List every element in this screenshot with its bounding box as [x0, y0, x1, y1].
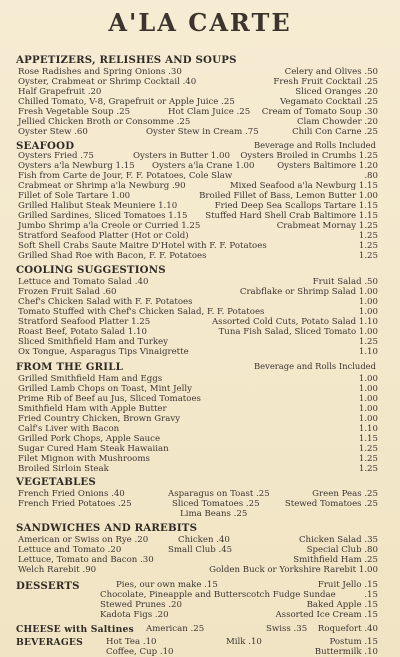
- beverage-rolls-note: Beverage and Rolls Included: [254, 361, 376, 371]
- menu-title: A'LA CARTE: [108, 8, 292, 37]
- section-cooling: COOLING SUGGESTIONS: [16, 264, 166, 276]
- section-appetizers: APPETIZERS, RELISHES AND SOUPS: [16, 54, 237, 66]
- section-vegetables: VEGETABLES: [16, 476, 96, 488]
- section-beverages: BEVERAGES: [16, 637, 83, 648]
- menu-page: A'LA CARTE APPETIZERS, RELISHES AND SOUPS Rose Radishes and Spring Onions .30 Celery and Olives .50 Oyster, Crabmeat or Shrimp Cocktail .40 Fresh Fruit Cocktail .25 Half Grapefruit .20 Sliced Oranges .20 Chilled Tomato, V-8, Grapefruit or Apple Juice .25 Vegamato Cocktail .25 Fresh Vegetable Soup .25 Hot Clam Juice .25 Cream of Tomato Soup .30 Jellied Chicken Broth or Consomme .25 Clam Chowder .20 Oyster Stew .60 Oyster Stew in Cream .75 Chili Con Carne .25 SEAFOOD Beverage and Rolls Included Oysters Fried .75 Oysters in Butter 1.00 Oysters Broiled in Crumbs 1.25 Oysters a'la Newburg 1.15 Oysters a'la Crane 1.00 Oysters Baltimore 1.20 Fish from Carte de Jour, F. F. Potatoes, Cole Slaw .80 Crabmeat or Shrimp a'la Newburg .90 Mixed Seafood a'la Newburg 1.15 Fillet of Sole Tartare 1.00 Broiled Fillet of Bass, Lemon Butter 1.00 Grilled Halibut Steak Meuniere 1.10 Fried Deep Sea Scallops Tartare 1.15 Grilled Sardines, Sliced Tomatoes 1.15 Stuffed Hard Shell Crab Baltimore 1.15 Jumbo Shrimp a'la Creole or Curried 1.25 Crabmeat Mornay 1.25 Stratford Seafood Platter (Hot or Cold) 1.25 Soft Shell Crabs Saute Maitre D'Hotel with F. F. Potatoes 1.25 Grilled Shad Roe with Bacon, F. F. Potatoes 1.25 COOLING SUGGESTIONS Lettuce and Tomato Salad .40 Fruit Salad .50 Frozen Fruit Salad .60 Crabflake or Shrimp Salad 1.00 Chef's Chicken Salad with F. F. Potatoes 1.00 Tomato Stuffed with Chef's Chicken Salad, F. F. Potatoes 1.00 Stratford Seafood Platter 1.25 Assorted Cold Cuts, Potato Salad 1.10 Roast Beef, Potato Salad 1.10 Tuna Fish Salad, Sliced Tomato 1.00 Sliced Smithfield Ham and Turkey 1.25 Ox Tongue, Asparagus Tips Vinaigrette 1.10 FROM THE GRILL Beverage and Rolls Included Grilled Smithfield Ham and Eggs 1.00 Grilled Lamb Chops on Toast, Mint Jelly 1.00 Prime Rib of Beef au Jus, Sliced Tomatoes 1.00 Smithfield Ham with Apple Butter 1.00 Fried Country Chicken, Brown Gravy 1.00 Calf's Liver with Bacon 1.10 Grilled Pork Chops, Apple Sauce 1.15 Sugar Cured Ham Steak Hawaiian 1.25 Filet Mignon with Mushrooms 1.25 Broiled Sirloin Steak 1.25 VEGETABLES French Fried Onions .40 Asparagus on Toast .25 Green Peas .25 French Fried Potatoes .25 Sliced Tomatoes .25 Stewed Tomatoes .25 Lima Beans .25 SANDWICHES AND RAREBITS American or Swiss on Rye .20 Chicken .40 Chicken Salad .35 Lettuce and Tomato .20 Small Club .45 Special Club .80 Lettuce, Tomato and Bacon .30 Smithfield Ham .25 Welch Rarebit .90 Golden Buck or Yorkshire Rarebit 1.00 DESSERTS Pies, our own make .15 Fruit Jello .15 Chocolate, Pineapple and Butterscotch Fudge Sundae .15 Stewed Prunes .20 Baked Apple .15 Kadota Figs .20 Assorted Ice Cream .15 CHEESE with Saltines American .25 Swiss .35 Roquefort .40 BEVERAGES Hot Tea .10 Milk .10 Postum .15 Coffee, Cup .10 Buttermilk .10: [0, 0, 400, 657]
- beverage-rolls-note: Beverage and Rolls Included: [254, 140, 376, 150]
- section-cheese: CHEESE with Saltines: [16, 624, 134, 635]
- section-desserts: DESSERTS: [16, 580, 80, 592]
- section-sandwiches: SANDWICHES AND RAREBITS: [16, 522, 198, 534]
- section-seafood: SEAFOOD: [16, 140, 75, 152]
- section-grill: FROM THE GRILL: [16, 361, 123, 373]
